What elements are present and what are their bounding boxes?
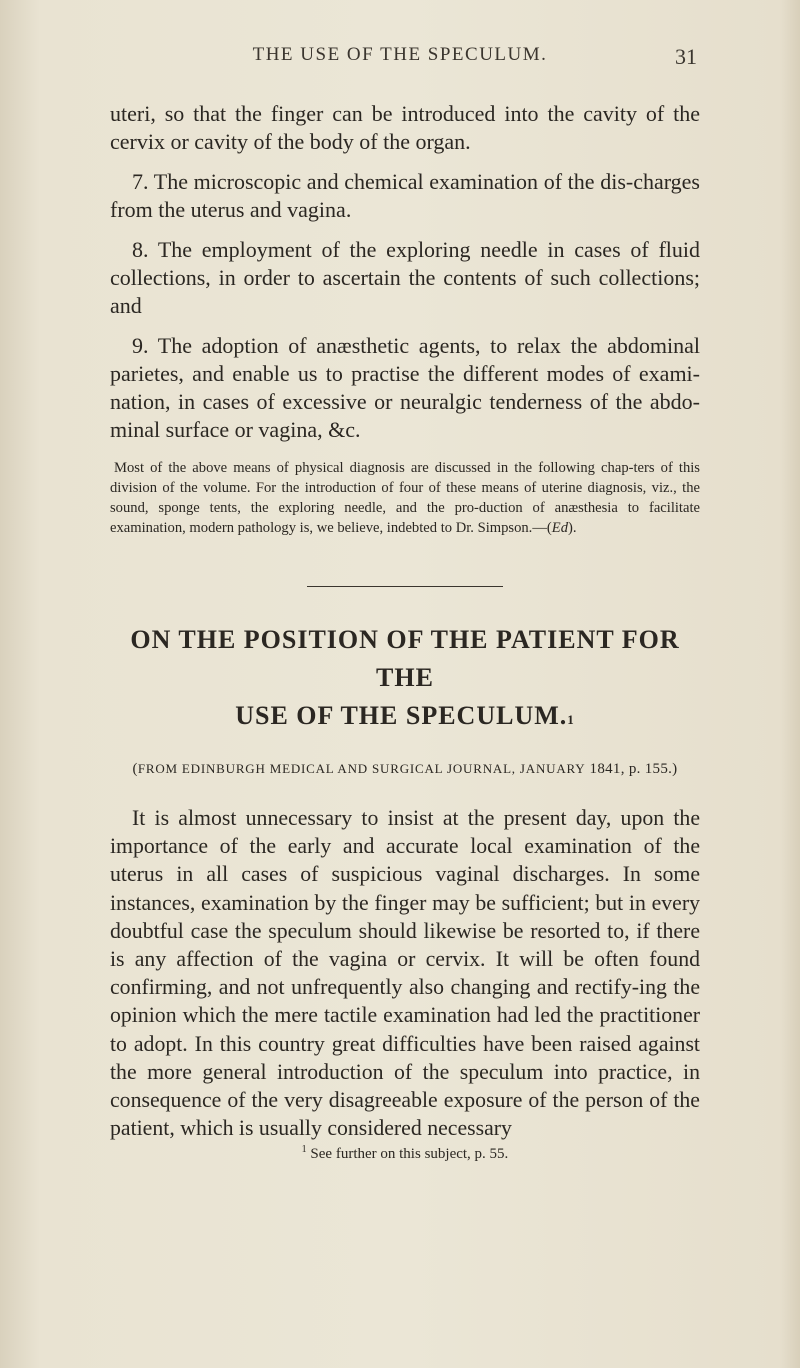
- source-open: (: [132, 761, 138, 777]
- section-heading-line1: ON THE POSITION OF THE PATIENT FOR THE: [130, 625, 680, 692]
- page-number: 31: [675, 44, 697, 69]
- footnote-text: See further on this subject, p. 55.: [306, 1146, 509, 1163]
- editor-note-text: Most of the above means of physical diagnosis are discussed in the following chap-ters of this division of the volume. For the introduction of four of these means of uterine diagnosis, viz., the sound, sponge tents, the exploring needle, and the pro-duction of anæsthesia to facilitate examination, modern pathology is, we believe, indebted to Dr. Simpson.—(: [110, 460, 700, 536]
- source-citation: [110, 761, 700, 778]
- footnote: [110, 1144, 700, 1163]
- running-title: THE USE OF THE SPECULUM.: [252, 44, 548, 65]
- footnote-mark: 1: [301, 1144, 307, 1156]
- paragraph-item-7: 7. The microscopic and chemical examination of the dis-charges from the uterus and vagina.: [110, 169, 700, 222]
- source-date: 1841, p. 155.): [585, 761, 678, 777]
- paragraph-item-9: 9. The adoption of anæsthetic agents, to relax the abdominal parietes, and enable us to practise the different modes of exami-nation, in cases of excessive or neuralgic tenderness of the abdo-minal surface or vagina, &c.: [110, 333, 700, 442]
- editor-note: [110, 458, 700, 538]
- main-paragraph: It is almost unnecessary to insist at the present day, upon the importance of the early and accurate local examination of the uterus in all cases of suspicious vaginal discharges. In some instances, examination by the finger may be sufficient; but in every doubtful case the speculum should likewise be resorted to, if there is any affection of the vagina or cervix. It will be often found confirming, and not unfrequently also changing and rectify-ing the opinion which the mere tactile examination had led the practitioner to adopt. In this country great difficulties have been raised against the more general introduction of the speculum into practice, in consequence of the very disagreeable exposure of the person of the patient, which is usually considered necessary: [110, 806, 700, 1141]
- heading-footnote-mark: 1: [567, 712, 575, 727]
- editor-mark: Ed: [551, 520, 569, 536]
- section-heading-line2: USE OF THE SPECULUM.: [235, 701, 568, 730]
- paragraph-item-8: 8. The employment of the exploring needle in cases of fluid collections, in order to ascertain the contents of such collections; and: [110, 237, 700, 318]
- running-head: [0, 44, 800, 74]
- source-journal: FROM EDINBURGH MEDICAL AND SURGICAL JOURNAL, JANUARY: [137, 761, 586, 776]
- editor-note-closing: ).: [568, 520, 577, 536]
- paragraph-continuation: uteri, so that the finger can be introduced into the cavity of the cervix or cavity of the body of the organ.: [110, 101, 700, 154]
- page-body: [110, 100, 700, 1163]
- section-divider: [307, 586, 503, 587]
- section-heading: [110, 621, 700, 735]
